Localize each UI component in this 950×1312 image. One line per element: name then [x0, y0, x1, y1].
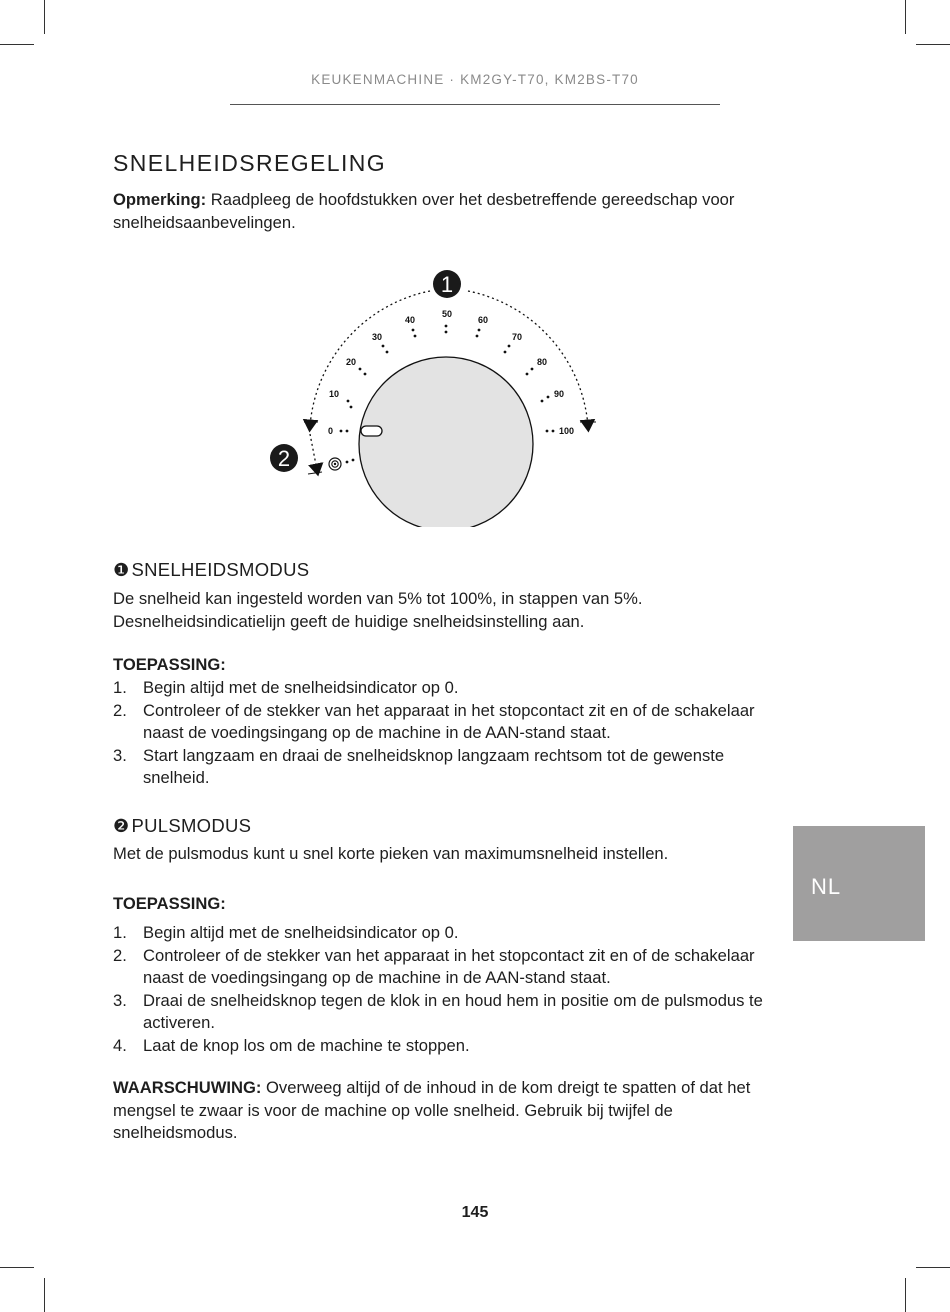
crop-mark	[0, 1267, 34, 1268]
speed-mode-application-label: TOEPASSING:	[113, 655, 226, 674]
list-item: 2. Controleer of de stekker van het apparaat in het stopcontact zit en of de schakelaar naast de voedingsingang op de machine in de AAN-stand staat.	[113, 700, 755, 742]
scale-label: 100	[559, 426, 575, 436]
crop-mark	[916, 44, 950, 45]
crop-mark	[44, 0, 45, 34]
speed-mode-line-1: De snelheid kan ingesteld worden van 5% tot 100%, in stappen van 5%.	[113, 589, 643, 608]
page-number: 145	[461, 1204, 489, 1221]
pulse-mode-marker: ❷	[113, 816, 130, 836]
callout-1	[433, 270, 461, 298]
list-item: 2. Controleer of de stekker van het apparaat in het stopcontact zit en of de schakelaar naast de voedingsingang op de machine in de AAN-stand staat.	[113, 945, 755, 987]
scale-label: 50	[442, 309, 453, 319]
language-tab-label: NL	[811, 874, 842, 899]
scale-label: 30	[372, 332, 383, 342]
crop-mark	[905, 1278, 906, 1312]
crop-mark	[0, 44, 34, 45]
scale-label: 10	[329, 389, 340, 399]
list-item: 1. Begin altijd met de snelheidsindicator op 0.	[113, 923, 459, 942]
scale-label: 20	[346, 357, 357, 367]
speed-mode-description	[113, 588, 783, 633]
warning-paragraph	[113, 1077, 783, 1145]
speed-dial-diagram	[250, 262, 650, 527]
warning-text: Overweeg altijd of de inhoud in de kom dreigt te spatten of dat het mengsel te zwaar is voor de machine op volle snelheid. Gebruik bij twijfel de snelheidsmodus.	[113, 1078, 751, 1142]
language-tab	[793, 826, 925, 941]
pulse-mode-heading	[113, 815, 251, 837]
note-text: Raadpleeg de hoofdstukken over het desbetreffende gereedschap voor snelheidsaanbevelingen.	[113, 190, 735, 232]
callout-2	[270, 444, 298, 472]
list-item: 1. Begin altijd met de snelheidsindicator op 0.	[113, 678, 459, 697]
list-item: 3. Draai de snelheidsknop tegen de klok in en houd hem in positie om de pulsmodus te activeren.	[113, 990, 763, 1032]
callout-2-label: 2	[277, 446, 291, 471]
speed-mode-heading	[113, 559, 309, 581]
list-item: 3. Start langzaam en draai de snelheidsknop langzaam rechtsom tot de gewenste snelheid.	[113, 745, 725, 787]
pulse-arrow	[310, 434, 317, 470]
pulse-mode-description: Met de pulsmodus kunt u snel korte pieken van maximumsnelheid instellen.	[113, 844, 669, 863]
scale-label: 40	[405, 315, 416, 325]
crop-mark	[905, 0, 906, 34]
section-title: SNELHEIDSREGELING	[113, 150, 387, 176]
pulse-mode-title: PULSMODUS	[131, 815, 252, 836]
note-paragraph	[113, 189, 783, 234]
scale-label: 0	[328, 426, 334, 436]
pulse-target-icon	[329, 458, 341, 470]
crop-mark	[44, 1278, 45, 1312]
stop-tick	[308, 472, 322, 474]
speed-knob	[359, 357, 533, 527]
warning-label: WAARSCHUWING:	[113, 1078, 262, 1097]
speed-mode-line-2: Desnelheidsindicatielijn geeft de huidige snelheidsinstelling aan.	[113, 611, 585, 631]
note-label: Opmerking:	[113, 190, 207, 209]
list-item: 4. Laat de knop los om de machine te stoppen.	[113, 1035, 470, 1055]
speed-mode-marker: ❶	[113, 560, 130, 580]
pulse-mode-application-label: TOEPASSING:	[113, 894, 226, 913]
speed-mode-steps	[113, 677, 783, 790]
speed-mode-title: SNELHEIDSMODUS	[131, 559, 310, 580]
crop-mark	[916, 1267, 950, 1268]
header-rule	[230, 104, 720, 105]
scale-label: 60	[478, 315, 489, 325]
callout-1-label: 1	[440, 272, 454, 297]
scale-label: 90	[554, 389, 565, 399]
running-header: KEUKENMACHINE · KM2GY-T70, KM2BS-T70	[311, 72, 639, 87]
scale-label: 70	[512, 332, 523, 342]
pulse-mode-steps	[113, 922, 783, 1057]
speed-indicator-line	[361, 426, 382, 436]
scale-label: 80	[537, 357, 548, 367]
